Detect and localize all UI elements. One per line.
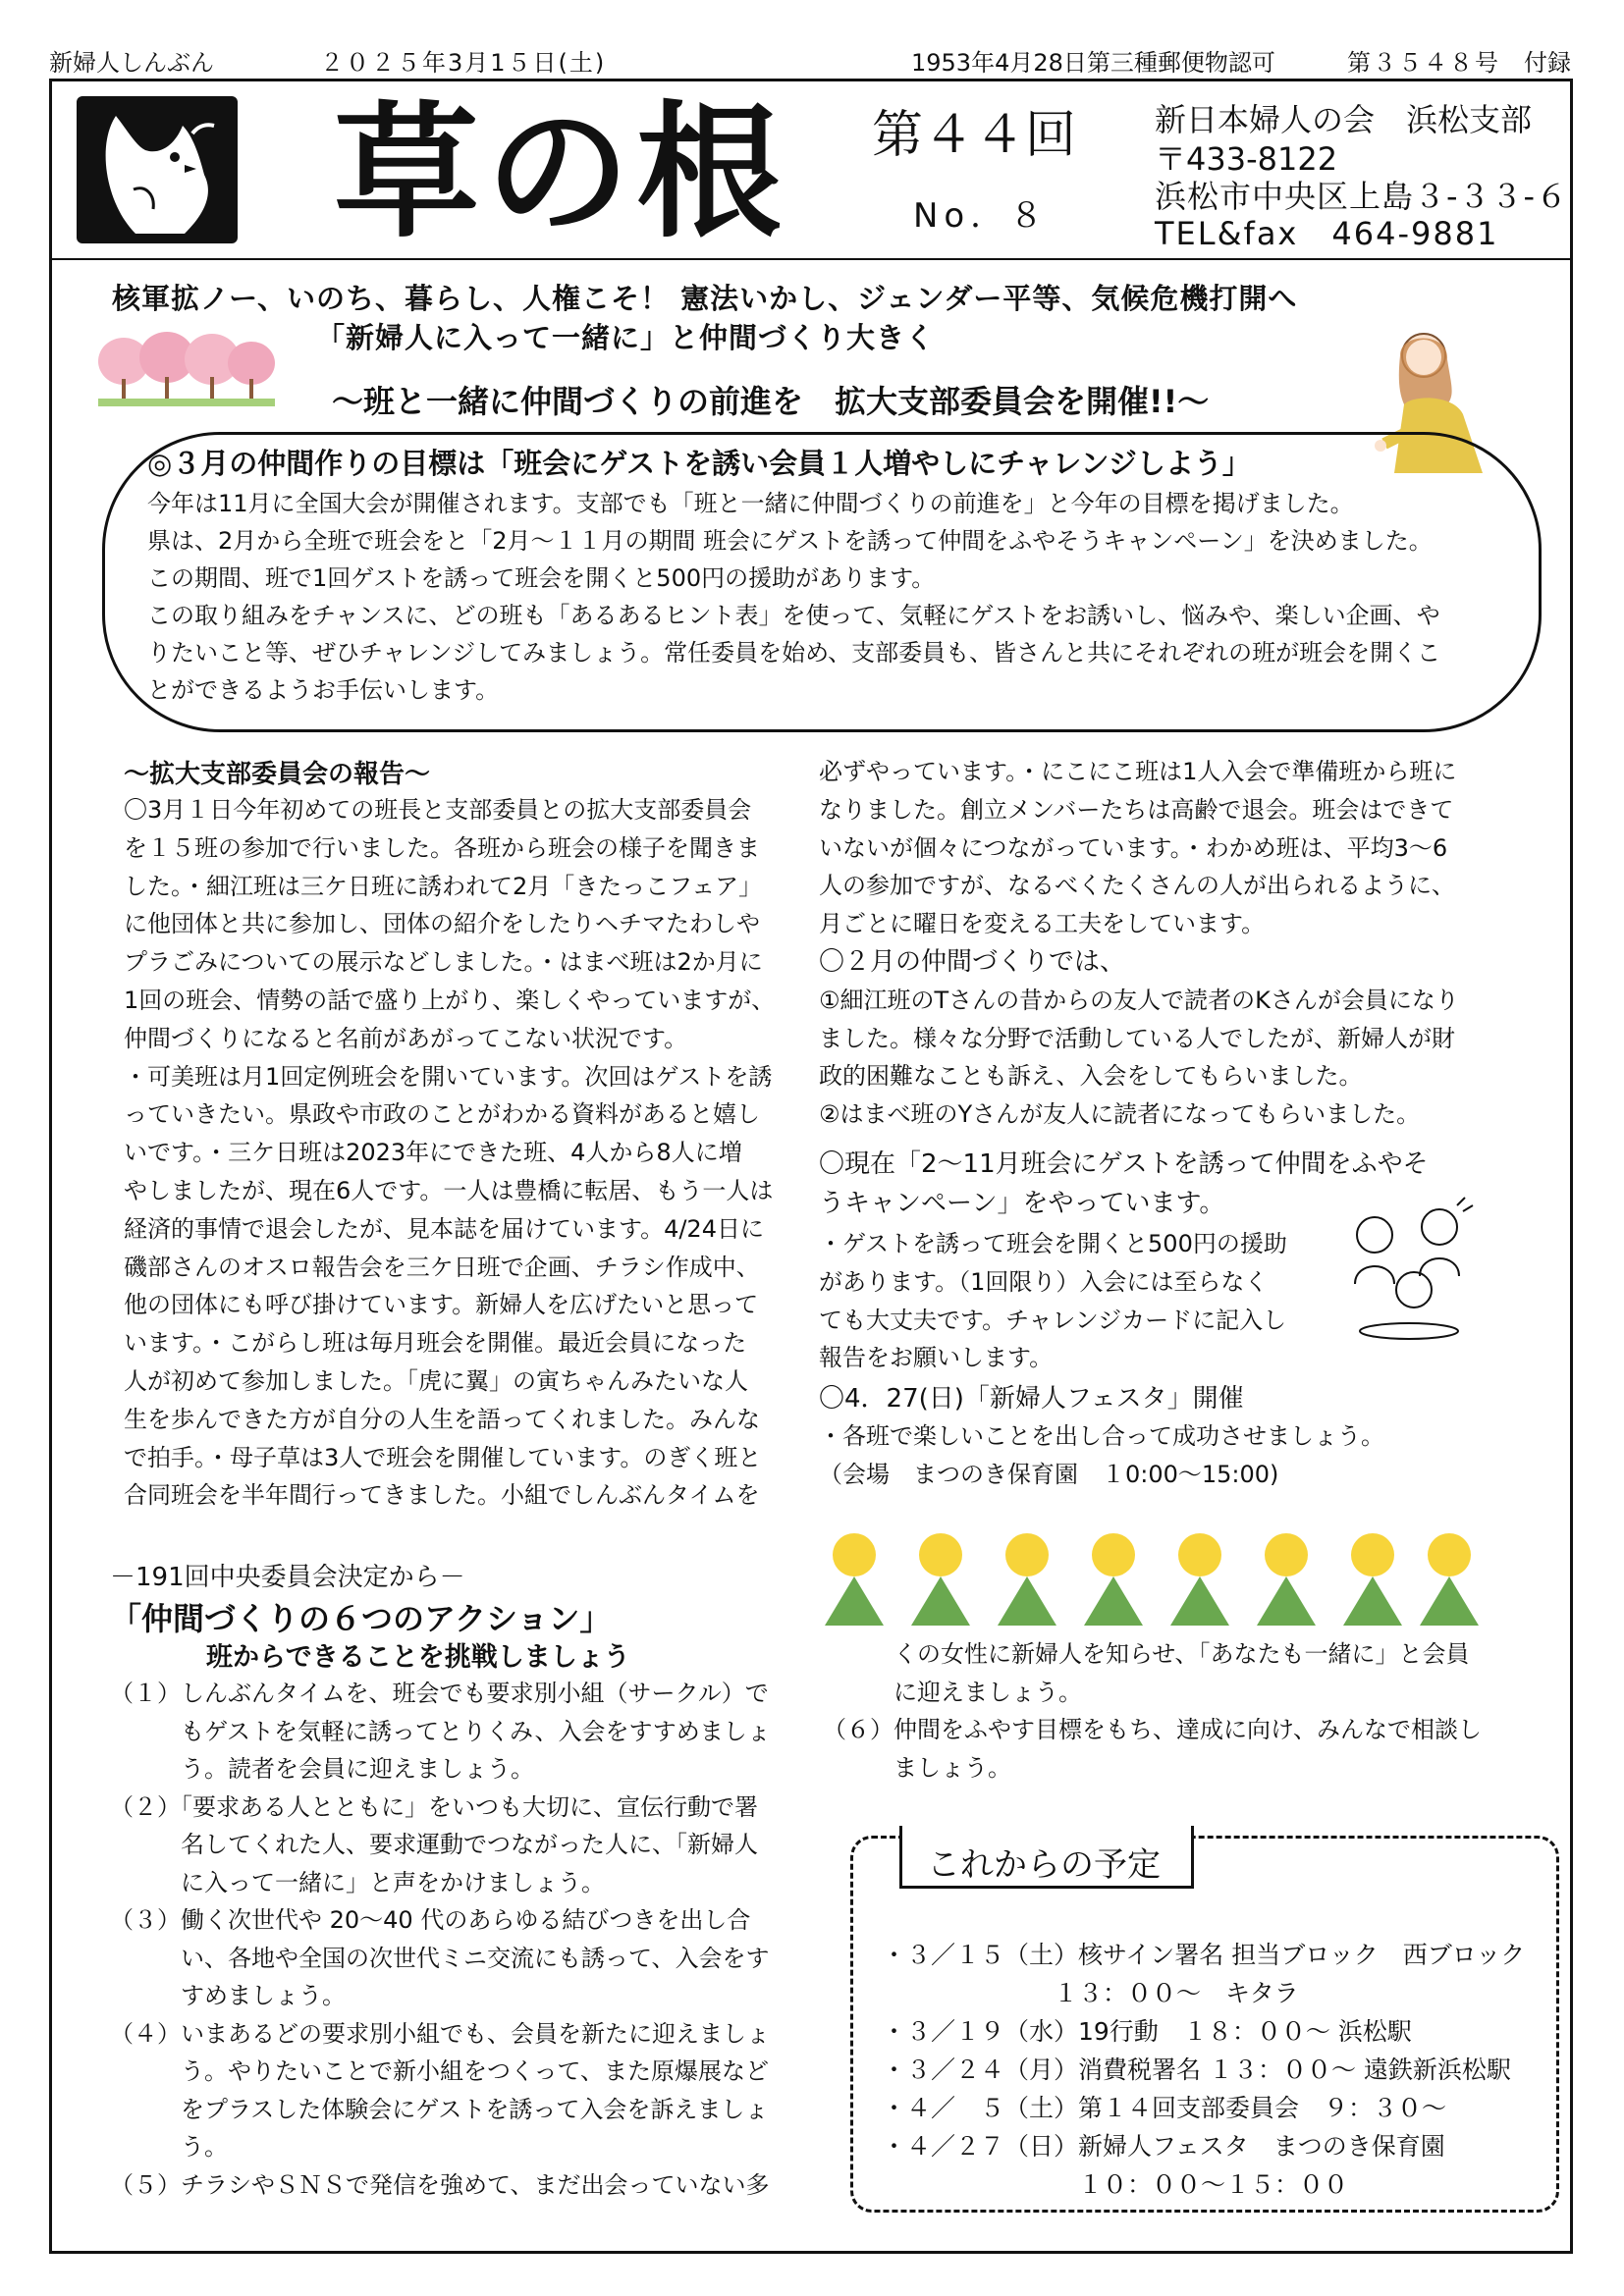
action-line: もゲストを気軽に誘ってとりくみ、入会をすすめましょ bbox=[110, 1717, 771, 1745]
action-line: （５）チラシやＳＮＳで発信を強めて、まだ出会っていない多 bbox=[110, 2170, 770, 2199]
women-chatting-icon bbox=[1335, 1196, 1483, 1343]
campaign-line: うキャンペーン」をやっています。 bbox=[819, 1189, 1225, 1218]
goal-line: この期間、班で1回ゲストを誘って班会を開くと500円の援助があります。 bbox=[147, 564, 936, 592]
campaign-sub-line: 報告をお願いします。 bbox=[819, 1344, 1054, 1372]
action-line: （６）仲間をふやす目標をもち、達成に向け、みんなで相談し bbox=[823, 1716, 1483, 1743]
campaign-line: 〇現在「2～11月班会にゲストを誘って仲間をふやそ bbox=[819, 1149, 1429, 1179]
issue-count: 第４４回 bbox=[872, 106, 1077, 165]
action-line: くの女性に新婦人を知らせ、「あなたも一緒に」と会員 bbox=[823, 1640, 1470, 1668]
action-line: う。読者を会員に迎えましょう。 bbox=[110, 1755, 534, 1783]
report-heading: ～拡大支部委員会の報告～ bbox=[124, 760, 431, 789]
issue-date: ２０２５年3月1５日(土) bbox=[320, 49, 607, 77]
schedule-item: ・３／２４（月）消費税署名 １３：００～ 遠鉄新浜松駅 bbox=[882, 2056, 1511, 2084]
report-line: で拍手。・母子草は3人で班会を開催しています。のぎく班と bbox=[124, 1443, 762, 1471]
goal-line: りたいこと等、ぜひチャレンジしてみましょう。常任委員を始め、支部委員も、皆さんと共にそれぞれの班が班会を開くこ bbox=[147, 639, 1441, 667]
report-line: に他団体と共に参加し、団体の紹介をしたりヘチマたわしや bbox=[124, 910, 760, 938]
report-right-column bbox=[819, 753, 1459, 1134]
supplement-label: 付録 bbox=[1524, 49, 1571, 77]
report-line: 1回の班会、情勢の話で盛り上がり、楽しくやっていますが、 bbox=[124, 986, 776, 1014]
action-line: う。 bbox=[110, 2133, 228, 2161]
report-line: した。・細江班は三ケ日班に誘われて2月「きたっこフェア」 bbox=[124, 872, 763, 900]
schedule-item: １３：００～ キタラ bbox=[882, 1979, 1299, 2007]
report-line: 月ごとに曜日を変える工夫をしています。 bbox=[819, 910, 1266, 938]
action-line: すめましょう。 bbox=[110, 1982, 346, 2009]
postal-permit: 1953年4月28日第三種郵便物認可 bbox=[911, 49, 1275, 77]
report-line: 人の参加ですが、なるべくたくさんの人が出られるように、 bbox=[819, 872, 1455, 900]
bird-logo-icon bbox=[77, 96, 238, 243]
report-line: 仲間づくりになると名前があがってこない状況です。 bbox=[124, 1024, 688, 1052]
report-line: 合同班会を半年間行ってきました。小組でしんぶんタイムを bbox=[124, 1481, 760, 1510]
issue-number: No．８ bbox=[913, 196, 1050, 236]
report-line: やしましたが、現在6人です。一人は豊橋に転居、もう一人は bbox=[124, 1176, 774, 1204]
report-line: ①細江班のTさんの昔からの友人で読者のKさんが会員になり bbox=[819, 986, 1459, 1014]
header-divider bbox=[49, 258, 1573, 260]
slogan-line-1: 核軍拡ノー、いのち、暮らし、人権こそ！ 憲法いかし、ジェンダー平等、気候危機打開へ bbox=[112, 282, 1298, 315]
campaign-sub-line: ても大丈夫です。チャレンジカードに記入し bbox=[819, 1306, 1287, 1334]
schedule-item: ・３／１５（土）核サイン署名 担当ブロック 西ブロック bbox=[882, 1941, 1526, 1969]
goal-body bbox=[147, 485, 1512, 709]
report-line: ・可美班は月1回定例班会を開いています。次回はゲストを誘 bbox=[124, 1062, 773, 1091]
action-line: （３）働く次世代や 20～40 代のあらゆる結びつきを出し合 bbox=[110, 1906, 751, 1934]
campaign-sub-line: ・ゲストを誘って班会を開くと500円の援助 bbox=[819, 1230, 1287, 1257]
festa-body bbox=[819, 1417, 1384, 1494]
report-line: 〇２月の仲間づくりでは、 bbox=[819, 946, 1126, 977]
actions-title: 「仲間づくりの６つのアクション」 bbox=[110, 1600, 612, 1637]
slogan-line-2: 「新婦人に入って一緒に」と仲間づくり大きく bbox=[316, 321, 936, 354]
report-line: プラごみについての展示などしました。・はまべ班は2か月に bbox=[124, 948, 763, 977]
goal-line: とができるようお手伝いします。 bbox=[147, 676, 500, 704]
action-line: に入って一緒に」と声をかけましょう。 bbox=[110, 1868, 605, 1896]
report-line: 生を歩んできた方が自分の人生を語ってくれました。みんな bbox=[124, 1405, 760, 1433]
schedule-title: これからの予定 bbox=[927, 1845, 1161, 1885]
actions-right-list bbox=[823, 1635, 1482, 1787]
dandelion-row-icon bbox=[815, 1527, 1483, 1635]
org-postcode: 〒433-8122 bbox=[1155, 140, 1338, 178]
paper-number: 第３５４８号 bbox=[1347, 49, 1500, 77]
campaign-sub bbox=[819, 1225, 1287, 1377]
schedule-item: １０：００～１５：００ bbox=[882, 2170, 1349, 2199]
action-line: をプラスした体験会にゲストを誘って入会を訴えましょ bbox=[110, 2095, 769, 2123]
report-line: を１５班の参加で行いました。各班から班会の様子を聞きま bbox=[124, 833, 760, 862]
festa-title: 〇4．27(日)「新婦人フェスタ」開催 bbox=[819, 1384, 1244, 1414]
goal-line: 今年は11月に全国大会が開催されます。支部でも「班と一緒に仲間づくりの前進を」と今年の目標を掲げました。 bbox=[147, 490, 1354, 517]
actions-source: －191回中央委員会決定から－ bbox=[110, 1563, 465, 1592]
goal-line: この取り組みをチャンスに、どの班も「あるあるヒント表」を使って、気軽にゲストをお誘いし、悩みや、楽しい企画、や bbox=[147, 602, 1440, 629]
newsletter-title: 草の根 bbox=[334, 88, 787, 257]
action-line: ましょう。 bbox=[823, 1753, 1011, 1782]
report-line: っていきたい。県政や市政のことがわかる資料があると嬉し bbox=[124, 1100, 760, 1129]
report-line: 他の団体にも呼び掛けています。新婦人を広げたいと思って bbox=[124, 1291, 759, 1319]
paper-name: 新婦人しんぶん bbox=[49, 49, 214, 77]
org-tel: TEL&fax 464-9881 bbox=[1155, 215, 1499, 252]
schedule-item: ・４／ ５（土）第１４回支部委員会 ９：３０～ bbox=[882, 2094, 1447, 2122]
report-line: いないが個々につながっています。・わかめ班は、平均3～6 bbox=[819, 833, 1448, 862]
actions-left-list bbox=[110, 1675, 771, 2204]
report-line: 〇3月１日今年初めての班長と支部委員との拡大支部委員会 bbox=[124, 796, 752, 824]
headline: ～班と一緒に仲間づくりの前進を 拡大支部委員会を開催!!～ bbox=[332, 383, 1210, 420]
report-line: 人が初めて参加しました。「虎に翼」の寅ちゃんみたいな人 bbox=[124, 1366, 748, 1395]
action-line: に迎えましょう。 bbox=[823, 1678, 1082, 1706]
goal-line: 県は、2月から全班で班会をと「2月～１１月の期間 班会にゲストを誘って仲間をふやそうキャンペーン」を決めました。 bbox=[147, 527, 1433, 555]
report-line: ました。様々な分野で活動している人でしたが、新婦人が財 bbox=[819, 1024, 1455, 1052]
action-line: （２）「要求ある人とともに」をいつも大切に、宣伝行動で署 bbox=[110, 1792, 758, 1821]
goal-title: ◎３月の仲間作りの目標は「班会にゲストを誘い会員１人増やしにチャレンジしよう」 bbox=[147, 447, 1251, 480]
report-line: いです。・三ケ日班は2023年にできた班、4人から8人に増 bbox=[124, 1139, 742, 1167]
report-line: なりました。創立メンバーたちは高齢で退会。班会はできて bbox=[819, 795, 1454, 824]
action-line: う。やりたいことで新小組をつくって、また原爆展など bbox=[110, 2057, 770, 2085]
action-line: い、各地や全国の次世代ミニ交流にも誘って、入会をす bbox=[110, 1944, 770, 1972]
cherry-trees-icon bbox=[98, 330, 275, 408]
schedule-list bbox=[882, 1936, 1525, 2204]
campaign-sub-line: があります。（1回限り）入会には至らなく bbox=[819, 1267, 1269, 1296]
schedule-item: ・３／１９（水）19行動 １８：００～ 浜松駅 bbox=[882, 2017, 1412, 2046]
report-line: 政的困難なことも訴え、入会をしてもらいました。 bbox=[819, 1062, 1363, 1091]
report-line: 磯部さんのオスロ報告会を三ケ日班で企画、チラシ作成中、 bbox=[124, 1253, 760, 1281]
action-line: （４）いまあるどの要求別小組でも、会員を新たに迎えましょ bbox=[110, 2019, 770, 2048]
org-name: 新日本婦人の会 浜松支部 bbox=[1155, 101, 1533, 138]
report-line: ②はまべ班のYさんが友人に読者になってもらいました。 bbox=[819, 1100, 1421, 1129]
festa-line: （会場 まつのき保育園 １0:00～15:00) bbox=[819, 1460, 1279, 1488]
org-address: 浜松市中央区上島３-３３-６ bbox=[1155, 178, 1569, 215]
report-line: います。・こがらし班は毎月班会を開催。最近会員になった bbox=[124, 1329, 747, 1358]
report-left-column bbox=[124, 791, 775, 1515]
report-line: 経済的事情で退会したが、見本誌を届けています。4/24日に bbox=[124, 1214, 764, 1243]
schedule-item: ・４／２７（日）新婦人フェスタ まつのき保育園 bbox=[882, 2132, 1445, 2161]
actions-subtitle: 班からできることを挑戦しましょう bbox=[206, 1642, 630, 1673]
action-line: （１）しんぶんタイムを、班会でも要求別小組（サークル）で bbox=[110, 1680, 769, 1707]
festa-line: ・各班で楽しいことを出し合って成功させましょう。 bbox=[819, 1422, 1384, 1450]
action-line: 名してくれた人、要求運動でつながった人に、「新婦人 bbox=[110, 1831, 758, 1858]
report-line: 必ずやっています。・にこにこ班は1人入会で準備班から班に bbox=[819, 758, 1457, 785]
